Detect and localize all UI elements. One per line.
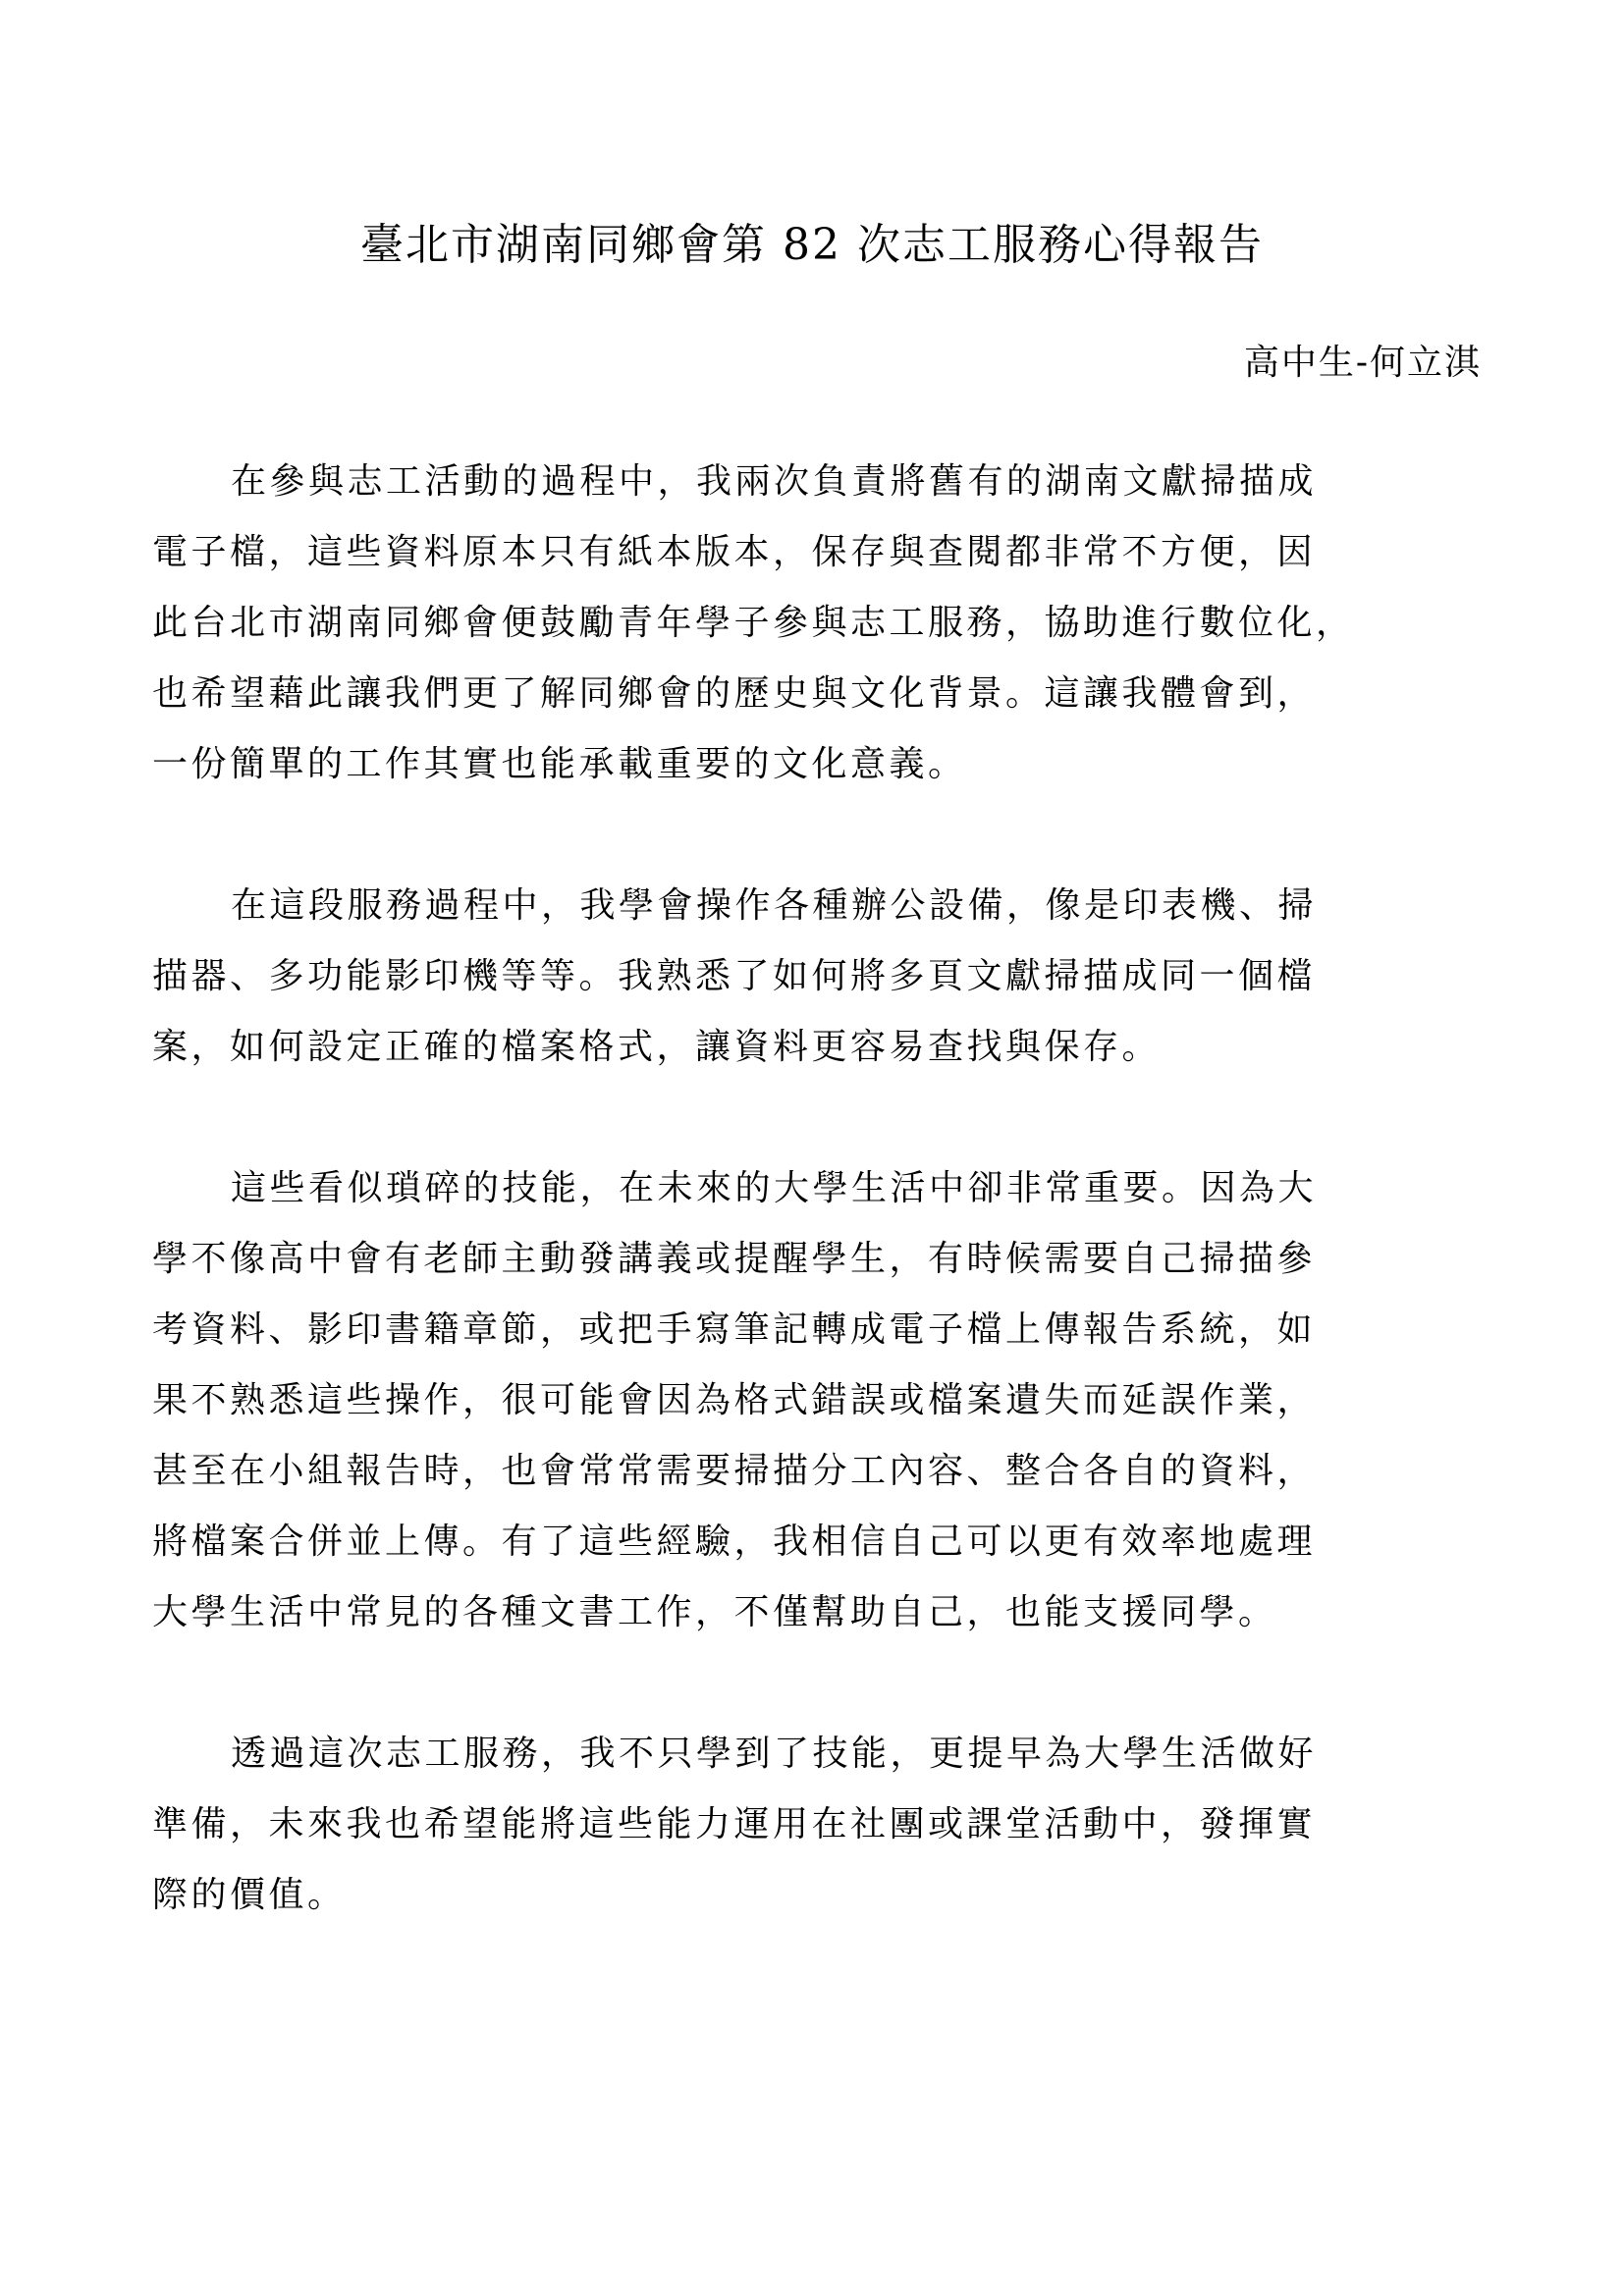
paragraph-line: 際的價值。 (152, 1875, 347, 1915)
paragraph-1 (152, 447, 1488, 800)
paragraph-line: 將檔案合併並上傳。有了這些經驗，我相信自己可以更有效率地處理 (152, 1522, 1317, 1562)
paragraph-line: 學不像高中會有老師主動發講義或提醒學生，有時候需要自己掃描參 (152, 1239, 1317, 1279)
document-body (152, 447, 1488, 2002)
paragraph-3 (152, 1153, 1488, 1648)
paragraph-line: 透過這次志工服務，我不只學到了技能，更提早為大學生活做好 (231, 1734, 1318, 1774)
paragraph-line: 描器、多功能影印機等等。我熟悉了如何將多頁文獻掃描成同一個檔 (152, 956, 1317, 996)
paragraph-line: 考資料、影印書籍章節，或把手寫筆記轉成電子檔上傳報告系統，如 (152, 1309, 1317, 1350)
paragraph-line: 甚至在小組報告時，也會常常需要掃描分工內容、整合各自的資料， (152, 1451, 1317, 1491)
paragraph-line: 一份簡單的工作其實也能承載重要的文化意義。 (152, 744, 967, 784)
paragraph-line: 在參與志工活動的過程中，我兩次負責將舊有的湖南文獻掃描成 (231, 461, 1318, 502)
paragraph-line: 此台北市湖南同鄉會便鼓勵青年學子參與志工服務，協助進行數位化， (152, 603, 1355, 643)
document-title: 臺北市湖南同鄉會第 82 次志工服務心得報告 (360, 220, 1264, 270)
paragraph-line: 大學生活中常見的各種文書工作，不僅幫助自己，也能支援同學。 (152, 1592, 1277, 1632)
paragraph-line: 電子檔，這些資料原本只有紙本版本，保存與查閱都非常不方便，因 (152, 532, 1317, 572)
paragraph-line: 案，如何設定正確的檔案格式，讓資料更容易查找與保存。 (152, 1027, 1162, 1067)
document-author: 高中生-何立淇 (1243, 343, 1482, 383)
paragraph-4 (152, 1719, 1488, 1931)
paragraph-line: 這些看似瑣碎的技能，在未來的大學生活中卻非常重要。因為大 (231, 1168, 1318, 1208)
paragraph-2 (152, 871, 1488, 1083)
paragraph-line: 準備，未來我也希望能將這些能力運用在社團或課堂活動中，發揮實 (152, 1804, 1317, 1844)
paragraph-line: 果不熟悉這些操作，很可能會因為格式錯誤或檔案遺失而延誤作業， (152, 1380, 1317, 1420)
paragraph-line: 在這段服務過程中，我學會操作各種辦公設備，像是印表機、掃 (231, 885, 1318, 926)
paragraph-line: 也希望藉此讓我們更了解同鄉會的歷史與文化背景。這讓我體會到， (152, 673, 1317, 714)
